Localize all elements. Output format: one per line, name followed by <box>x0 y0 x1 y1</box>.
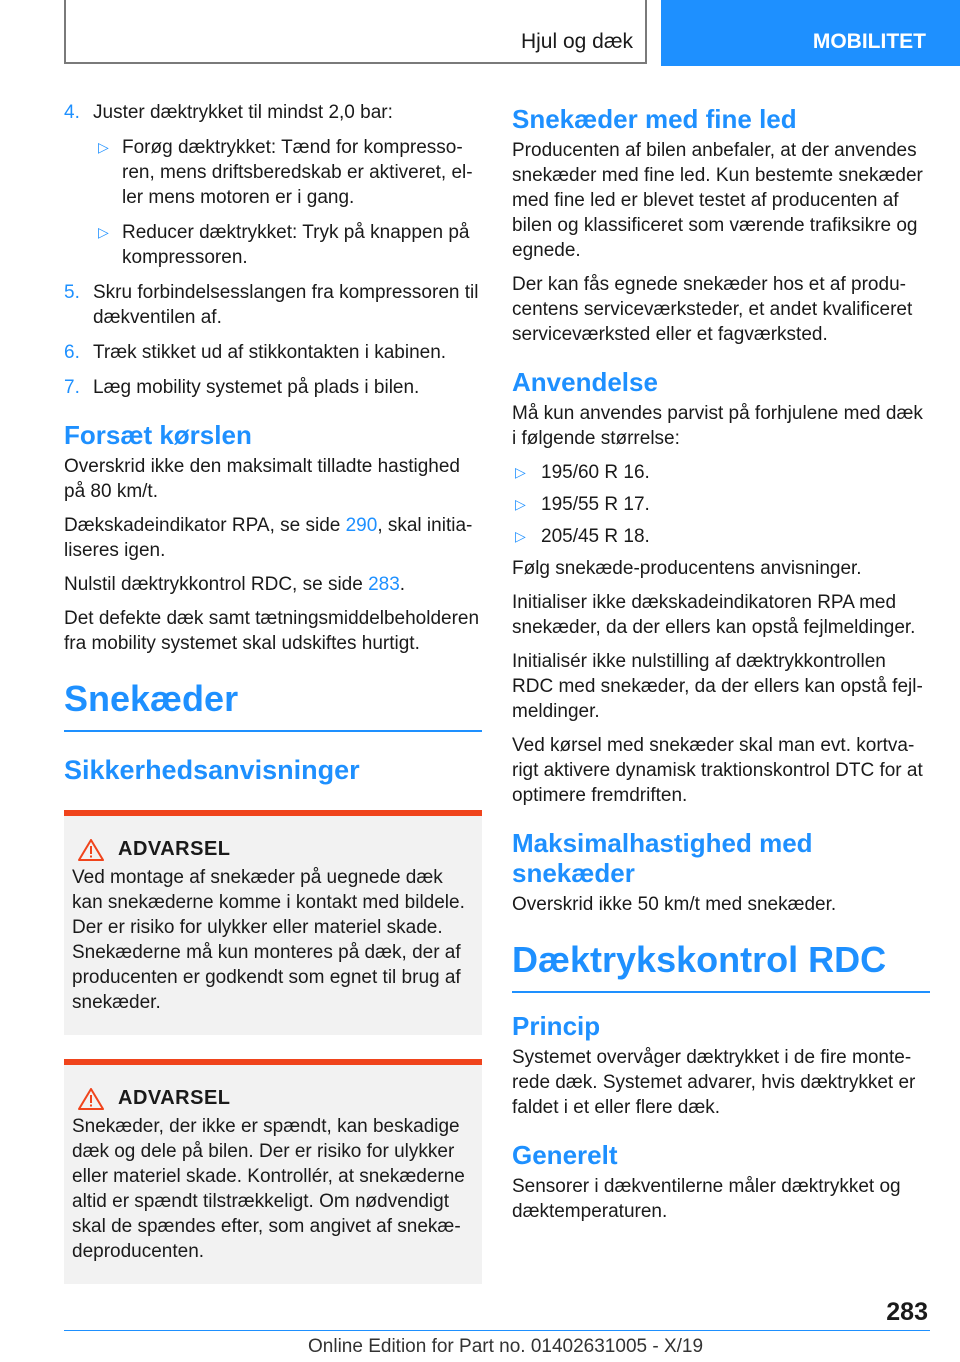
warning-box <box>64 810 482 1035</box>
paragraph: Overskrid ikke den maksimalt tilladte hastighed på 80 km/t. <box>64 456 461 502</box>
warning-label: ADVARSEL <box>118 1087 231 1109</box>
list-item <box>64 135 482 210</box>
warning-text: Ved montage af snekæder på uegnede dæk kan snekæderne komme i kontakt med bildele. Der er risiko for ulykker eller materiel skade. Snekæderne må kun monteres på dæk, der af producenten er godkendt som egnet til brug af snekæder. <box>72 867 465 1013</box>
page-link-290[interactable]: 290 <box>345 515 378 536</box>
heading-daektrykskontrol: Dæktrykskontrol RDC <box>512 939 930 993</box>
heading-princip: Princip <box>512 1011 601 1041</box>
list-item-text: 205/45 R 18. <box>541 526 650 547</box>
step-7 <box>64 375 482 400</box>
list-item-text: Forøg dæktrykket: Tænd for kompressoren, mens driftsberedskab er aktiveret, eller mens motoren er i gang. <box>122 137 473 208</box>
header-title-box <box>64 0 647 64</box>
step-number: 7. <box>64 377 80 398</box>
left-column <box>64 100 482 1284</box>
step-4 <box>64 100 482 125</box>
section-title: Hjul og dæk <box>520 30 633 53</box>
paragraph: Initialisér ikke nulstilling af dæktrykkontrollen RDC med snekæder, da der ellers kan opstå fejlmeldinger. <box>512 651 923 722</box>
text-span: Dækskadeindikator RPA, se side <box>64 515 346 536</box>
heading-snekaeder: Snekæder <box>64 678 482 732</box>
step-text: Skru forbindelsesslangen fra kompressoren til dækventilen af. <box>93 282 479 328</box>
paragraph: Sensorer i dækventilerne måler dæktrykket og dæktemperaturen. <box>512 1176 901 1222</box>
heading-forsaet-korslen: Forsæt kørslen <box>64 420 252 450</box>
step-number: 6. <box>64 342 80 363</box>
warning-header <box>72 1087 474 1110</box>
heading-anvendelse: Anvendelse <box>512 367 658 397</box>
step-number: 5. <box>64 282 80 303</box>
chapter-tab[interactable] <box>661 0 960 66</box>
warning-label: ADVARSEL <box>118 838 231 860</box>
triangle-right-icon: ▷ <box>515 528 526 544</box>
warning-box <box>64 1059 482 1284</box>
text-span: , skal initialiseres igen. <box>64 515 473 561</box>
triangle-right-icon: ▷ <box>515 464 526 480</box>
paragraph: Producenten af bilen anbefaler, at der anvendes snekæder med fine led. Kun bestemte snekæder med fine led er blevet testet af producenten af bilen og klassificeret som værende trafiksikre og egnede. <box>512 140 923 261</box>
list-item <box>512 524 930 549</box>
list-item <box>512 492 930 517</box>
triangle-right-icon: ▷ <box>98 224 109 240</box>
heading-fine-led: Snekæder med fine led <box>512 104 797 134</box>
list-item-text: 195/55 R 17. <box>541 494 650 515</box>
warning-triangle-icon <box>78 1088 104 1110</box>
heading-maksimalhastighed: Maksimalhastighed med snekæder <box>512 828 813 888</box>
text-span: . <box>399 574 406 595</box>
step-text: Læg mobility systemet på plads i bilen. <box>93 377 420 398</box>
paragraph: Overskrid ikke 50 km/t med snekæder. <box>512 894 837 915</box>
heading-sikkerhedsanvisninger: Sikkerhedsanvisninger <box>64 755 360 785</box>
paragraph <box>64 572 482 597</box>
paragraph: Må kun anvendes parvist på forhjulene med dæk i følgende størrelse: <box>512 403 923 449</box>
chapter-tab-label: MOBILITET <box>812 30 926 53</box>
list-item-text: 195/60 R 16. <box>541 462 650 483</box>
paragraph: Der kan fås egnede snekæder hos et af producentens serviceværksteder, et andet kvalificeret serviceværksted eller et fagværksted. <box>512 274 913 345</box>
list-item <box>64 220 482 270</box>
page-header <box>0 0 960 66</box>
paragraph: Det defekte dæk samt tætningsmiddelbeholderen fra mobility systemet skal udskiftes hurtigt. <box>64 608 480 654</box>
step-5 <box>64 280 482 330</box>
paragraph: Systemet overvåger dæktrykket i de fire monterede dæk. Systemet advarer, hvis dæktrykket er faldet i et eller flere dæk. <box>512 1047 916 1118</box>
paragraph: Ved kørsel med snekæder skal man evt. kortvarigt aktivere dynamisk traktionskontrol DTC for at optimere fremdriften. <box>512 735 923 806</box>
paragraph: Følg snekæde-producentens anvisninger. <box>512 558 862 579</box>
footer-edition-text: Online Edition for Part no. 01402631005 - X/19 <box>308 1336 704 1357</box>
paragraph <box>64 513 482 563</box>
right-column <box>512 100 930 1233</box>
step-number: 4. <box>64 102 80 123</box>
list-item-text: Reducer dæktrykket: Tryk på knappen på kompressoren. <box>122 222 470 268</box>
text-span: Nulstil dæktrykkontrol RDC, se side <box>64 574 369 595</box>
warning-header <box>72 838 474 861</box>
warning-triangle-icon <box>78 839 104 861</box>
triangle-right-icon: ▷ <box>515 496 526 512</box>
warning-text: Snekæder, der ikke er spændt, kan beskadige dæk og dele på bilen. Der er risiko for ulykker eller materiel skade. Kontrollér, at snekæderne altid er spændt tilstrækkeligt. Om nødvendigt skal de spændes efter, som angivet af snekædeproducenten. <box>72 1116 465 1262</box>
step-text: Juster dæktrykket til mindst 2,0 bar: <box>93 102 393 123</box>
triangle-right-icon: ▷ <box>98 139 109 155</box>
footer-divider <box>64 1330 930 1331</box>
page-link-283[interactable]: 283 <box>368 574 400 595</box>
step-6 <box>64 340 482 365</box>
list-item <box>512 460 930 485</box>
step-text: Træk stikket ud af stikkontakten i kabinen. <box>93 342 447 363</box>
page-number: 283 <box>886 1298 928 1326</box>
heading-generelt: Generelt <box>512 1140 618 1170</box>
paragraph: Initialiser ikke dækskadeindikatoren RPA med snekæder, da der ellers kan opstå fejlmeldinger. <box>512 592 916 638</box>
